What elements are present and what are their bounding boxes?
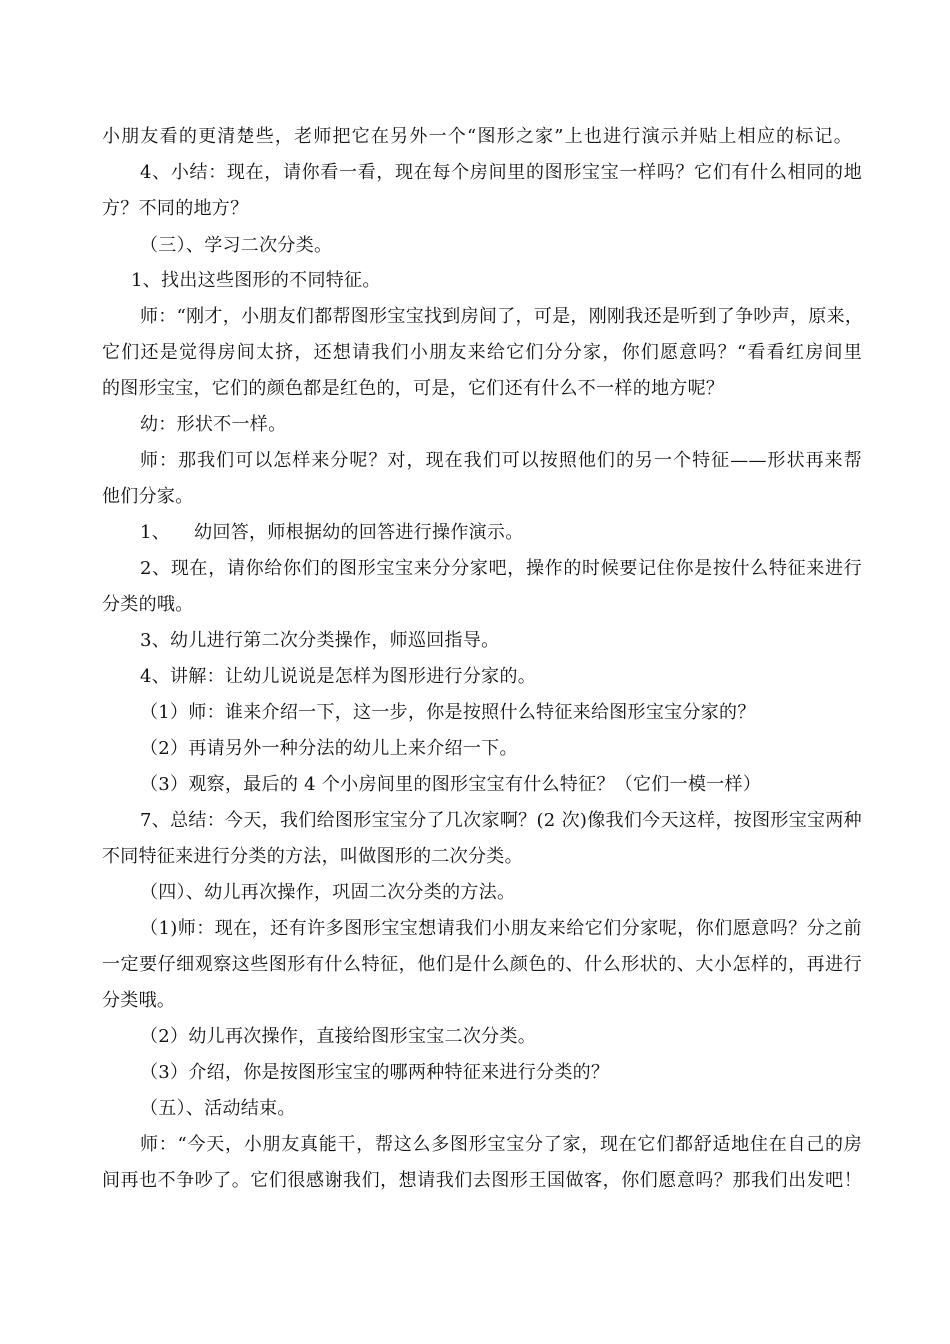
paragraph-line: 3、幼儿进行第二次分类操作，师巡回指导。 <box>140 630 500 651</box>
paragraph-line: 它们还是觉得房间太挤，还想请我们小朋友来给它们分分家，你们愿意吗？“看看红房间里 <box>102 342 862 363</box>
paragraph-line: 1、找出这些图形的不同特征。 <box>131 270 381 291</box>
paragraph-line: 师：“刚才，小朋友们都帮图形宝宝找到房间了，可是，刚刚我还是听到了争吵声，原来， <box>140 306 864 327</box>
paragraph-line: 4、讲解：让幼儿说说是怎样为图形进行分家的。 <box>140 666 537 687</box>
paragraph-line: （1)师：现在，还有许多图形宝宝想请我们小朋友来给它们分家呢，你们愿意吗？分之前 <box>140 918 862 939</box>
section-heading: （三）、学习二次分类。 <box>140 235 333 256</box>
section-heading: （四）、幼儿再次操作，巩固二次分类的方法。 <box>140 882 516 903</box>
paragraph-line: 一定要仔细观察这些图形有什么特征，他们是什么颜色的、什么形状的、大小怎样的，再进行 <box>102 954 862 975</box>
paragraph-line: 分类哦。 <box>102 990 176 1011</box>
paragraph-line: 幼：形状不一样。 <box>140 414 287 435</box>
paragraph-line: 7、总结：今天，我们给图形宝宝分了几次家啊？(2 次)像我们今天这样，按图形宝宝两种 <box>140 810 862 831</box>
paragraph-line: 的图形宝宝，它们的颜色都是红色的，可是，它们还有什么不一样的地方呢？ <box>102 378 725 399</box>
paragraph-line: 1、 幼回答，师根据幼的回答进行操作演示。 <box>140 522 524 543</box>
paragraph-line: 间再也不争吵了。它们很感谢我们，想请我们去图形王国做客，你们愿意吗？那我们出发吧！ <box>102 1170 862 1191</box>
section-heading: （五）、活动结束。 <box>140 1098 296 1119</box>
paragraph-line: （2）再请另外一种分法的幼儿上来介绍一下。 <box>140 738 518 759</box>
paragraph-line: （1）师：谁来介绍一下，这一步，你是按照什么特征来给图形宝宝分家的？ <box>140 702 756 723</box>
paragraph-line: 小朋友看的更清楚些，老师把它在另外一个“图形之家”上也进行演示并贴上相应的标记。 <box>102 126 852 147</box>
paragraph-line: 他们分家。 <box>102 486 194 507</box>
paragraph-line: （3）观察，最后的 4 个小房间里的图形宝宝有什么特征？（它们一模一样） <box>140 774 762 795</box>
paragraph-line: 不同特征来进行分类的方法，叫做图形的二次分类。 <box>102 846 523 867</box>
paragraph-line: 师：那我们可以怎样来分呢？对，现在我们可以按照他们的另一个特征——形状再来帮 <box>140 450 862 471</box>
paragraph-line: （3）介绍，你是按图形宝宝的哪两种特征来进行分类的？ <box>140 1062 610 1083</box>
paragraph-line: 分类的哦。 <box>102 594 194 615</box>
paragraph-line: 方？不同的地方？ <box>102 198 249 219</box>
paragraph-line: 师：“今天，小朋友真能干，帮这么多图形宝宝分了家，现在它们都舒适地住在自己的房 <box>140 1134 862 1155</box>
paragraph-line: 2、现在，请你给你们的图形宝宝来分分家吧，操作的时候要记住你是按什么特征来进行 <box>140 558 862 579</box>
paragraph-line: （2）幼儿再次操作，直接给图形宝宝二次分类。 <box>140 1026 537 1047</box>
paragraph-line: 4、小结：现在，请你看一看，现在每个房间里的图形宝宝一样吗？它们有什么相同的地 <box>140 162 862 183</box>
